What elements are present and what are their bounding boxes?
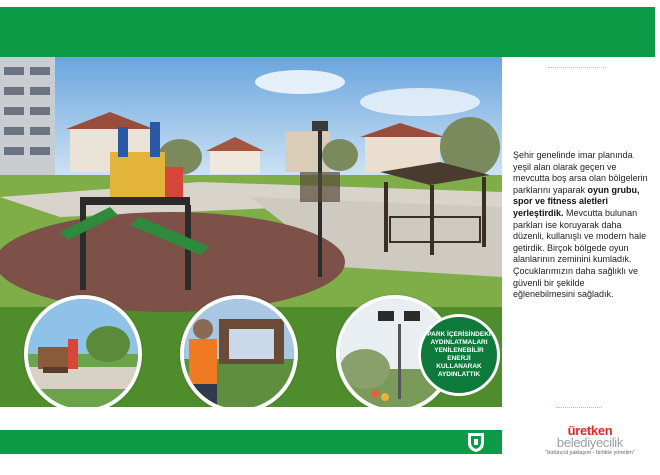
dotted-divider-top <box>548 67 606 68</box>
park-playground-photo <box>0 57 502 407</box>
body-text-intro: Şehir genelinde imar planında yeşil alan olarak geçen ve mevcutta boş arsa olan bölgelerin parklarını yaparak <box>513 150 648 195</box>
brand-line2: belediyecilik <box>556 435 624 450</box>
brand-logo <box>536 424 644 457</box>
renewable-energy-badge <box>418 314 500 396</box>
inset-photo-worker <box>180 295 298 407</box>
brand-tagline: "bütüncül yaklaşım - birlikte yönetim" <box>545 450 635 456</box>
body-paragraph <box>513 150 648 301</box>
body-text-bold: oyun grubu, spor ve fitness aletleri yerleştirdik. <box>513 184 640 218</box>
inset-photo-playground <box>24 295 142 407</box>
badge-text: PARK İÇERİSİNDEKİ AYDINLATMALARI YENİLENEBİLİR ENERJİ KULLANARAK AYDINLATTIK <box>427 331 491 378</box>
top-green-bar <box>0 7 655 57</box>
bottom-green-bar <box>0 430 502 454</box>
brand-line1: üretken <box>567 423 613 438</box>
body-text-rest: Mevcutta bulunan parkları ise koruyarak daha düzenli, kullanışlı ve modern hale getirdik. Birçok bölgede oyun alanlarının zeminini kumladık. Çocuklarımızın daha sağlıklı ve güvenli bir şekilde eğlenebilmesini sağladık. <box>513 207 647 300</box>
municipality-emblem-icon <box>466 431 486 453</box>
dotted-divider-bottom <box>556 407 602 408</box>
